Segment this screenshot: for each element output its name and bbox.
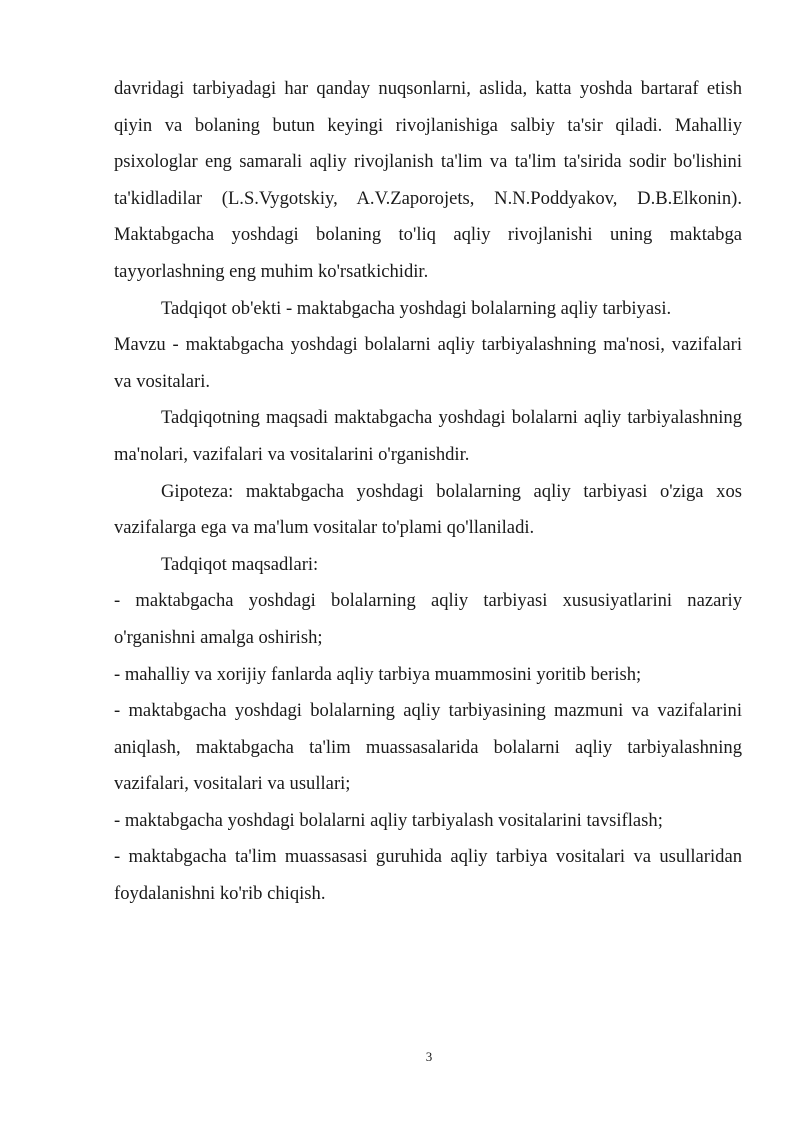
document-body [114,71,742,913]
paragraph-hypothesis: Gipoteza: maktabgacha yoshdagi bolalarning aqliy tarbiyasi o'ziga xos vazifalarga ega va ma'lum vositalar to'plami qo'llaniladi. [114,480,742,539]
paragraph-objectives-heading: Tadqiqot maqsadlari: [161,553,319,575]
list-item-objective-5: - maktabgacha ta'lim muassasasi guruhida aqliy tarbiya vositalari va usullaridan foydalanishni ko'rib chiqish. [114,846,742,905]
paragraph-research-object: Tadqiqot ob'ekti - maktabgacha yoshdagi bolalarning aqliy tarbiyasi. [161,297,672,319]
list-item-objective-1: - maktabgacha yoshdagi bolalarning aqliy tarbiyasi xususiyatlarini nazariy o'rganishni amalga oshirish; [114,590,742,648]
list-item-objective-4: - maktabgacha yoshdagi bolalarni aqliy tarbiyalash vositalarini tavsiflash; [114,809,663,831]
paragraph-research-purpose: Tadqiqotning maqsadi maktabgacha yoshdagi bolalarni aqliy tarbiyalashning ma'nolari, vazifalari va vositalarini o'rganishdir. [114,407,742,465]
list-item-objective-3: - maktabgacha yoshdagi bolalarning aqliy tarbiyasining mazmuni va vazifalarini aniqlash, maktabgacha ta'lim muassasalarida bolalarni aqliy tarbiyalashning vazifalari, vositalari va usullari; [114,700,742,795]
paragraph-intro: davridagi tarbiyadagi har qanday nuqsonlarni, aslida, katta yoshda bartaraf etish qiyin va bolaning butun keyingi rivojlanishiga salbiy ta'sir qiladi. Mahalliy psixologlar eng samarali aqliy rivojlanish ta'lim va ta'lim ta'sirida sodir bo'lishini ta'kidladilar (L.S.Vygotskiy, A.V.Zaporojets, N.N.Poddyakov, D.B.Elkonin). Maktabgacha yoshdagi bolaning to'liq aqliy rivojlanishi uning maktabga tayyorlashning eng muhim ko'rsatkichidir. [114,78,742,282]
list-item-objective-2: - mahalliy va xorijiy fanlarda aqliy tarbiya muammosini yoritib berish; [114,663,642,685]
paragraph-subject: Mavzu - maktabgacha yoshdagi bolalarni aqliy tarbiyalashning ma'nosi, vazifalari va vositalari. [114,334,742,392]
page-number: 3 [425,1049,433,1064]
